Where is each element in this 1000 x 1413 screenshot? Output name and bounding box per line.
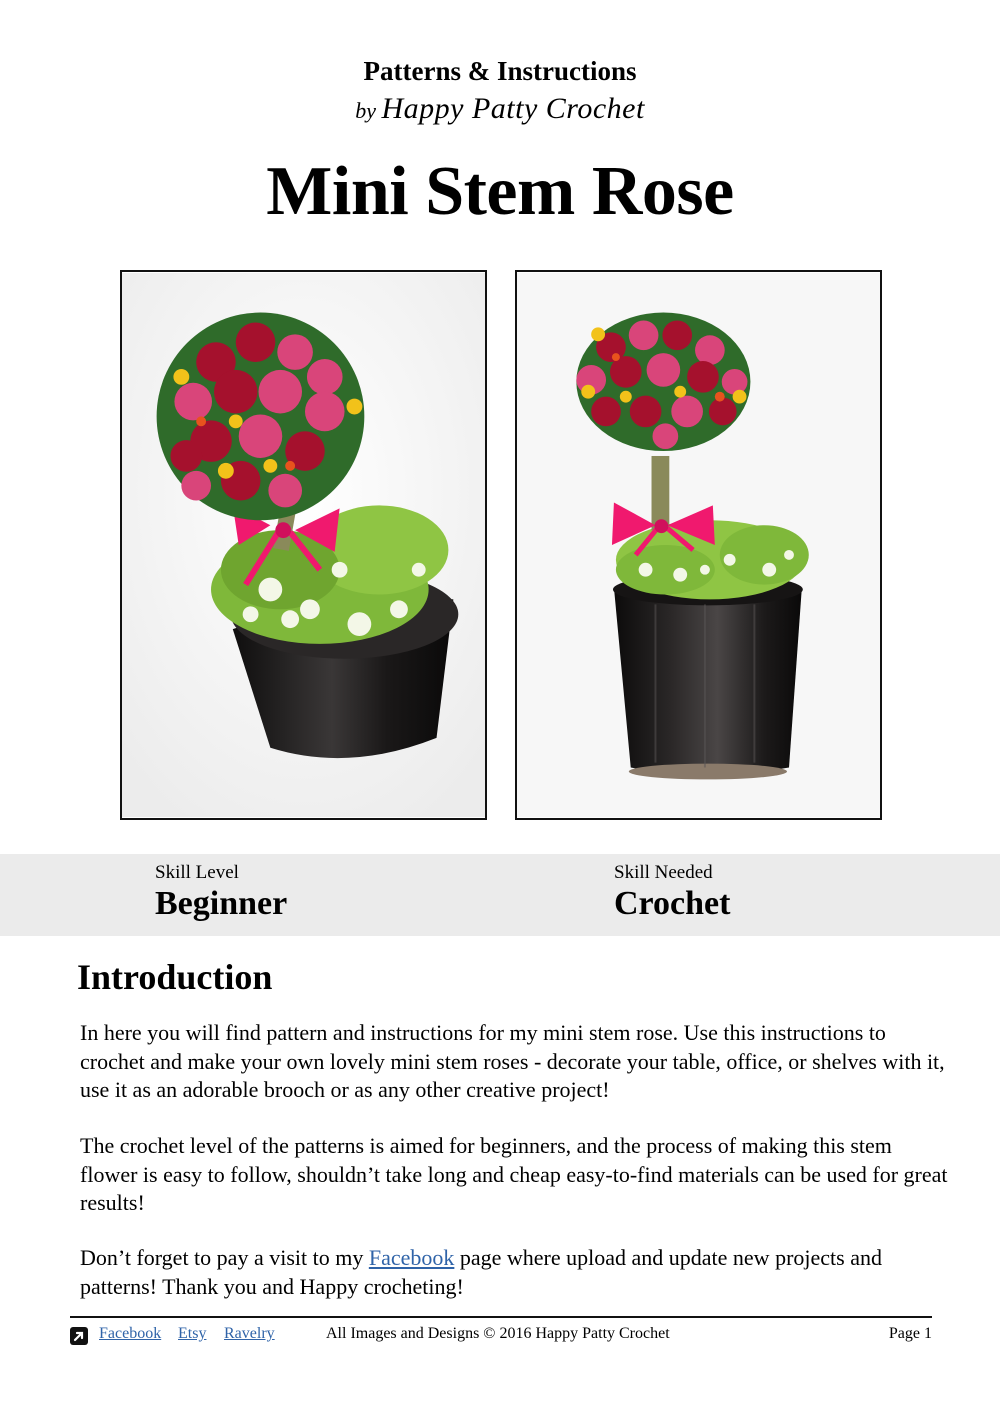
footer-link-etsy[interactable]: Etsy <box>178 1325 207 1342</box>
intro-paragraph-2: The crochet level of the patterns is aimed for beginners, and the process of making this stem flower is easy to follow, shouldn’t take long and cheap easy-to-find materials can be used for great results! <box>80 1133 948 1215</box>
photo-topiary-angled <box>120 270 487 820</box>
footer-link-ravelry[interactable]: Ravelry <box>224 1325 275 1342</box>
skill-level-value: Beginner <box>155 885 288 922</box>
intro-paragraph-3-before: Don’t forget to pay a visit to my <box>80 1245 369 1270</box>
footer-link-facebook[interactable]: Facebook <box>99 1325 162 1342</box>
series-title: Patterns & Instructions <box>363 56 637 86</box>
introduction-heading: Introduction <box>77 957 273 997</box>
skill-needed-label: Skill Needed <box>614 862 713 883</box>
photo-topiary-front <box>515 270 882 820</box>
facebook-inline-link[interactable]: Facebook <box>368 1245 455 1270</box>
page-number: Page 1 <box>888 1325 932 1342</box>
skill-level-label: Skill Level <box>155 862 239 883</box>
brand-name: Happy Patty Crochet <box>381 92 645 125</box>
page-title: Mini Stem Rose <box>266 153 734 230</box>
intro-paragraph-1: In here you will find pattern and instructions for my mini stem rose. Use this instructions to crochet and make your own lovely mini stem roses - decorate your table, office, or shelves with it, use it as an adorable brooch or as any other creative project! <box>80 1020 945 1102</box>
skill-level-block <box>155 862 287 924</box>
byline-by: by <box>355 98 376 123</box>
external-link-icon <box>70 1327 88 1345</box>
intro-paragraph-3 <box>80 1244 950 1301</box>
copyright-notice: All Images and Designs © 2016 Happy Patty Crochet <box>326 1325 670 1342</box>
skill-needed-block <box>614 862 730 924</box>
byline <box>0 92 1000 126</box>
skill-needed-value: Crochet <box>614 885 731 922</box>
intro-paragraph-3-after: page where upload and update new projects and patterns! Thank you and Happy crocheting! <box>80 1245 882 1299</box>
skill-band <box>0 854 1000 936</box>
footer-divider <box>70 1316 932 1318</box>
footer <box>70 1324 932 1348</box>
